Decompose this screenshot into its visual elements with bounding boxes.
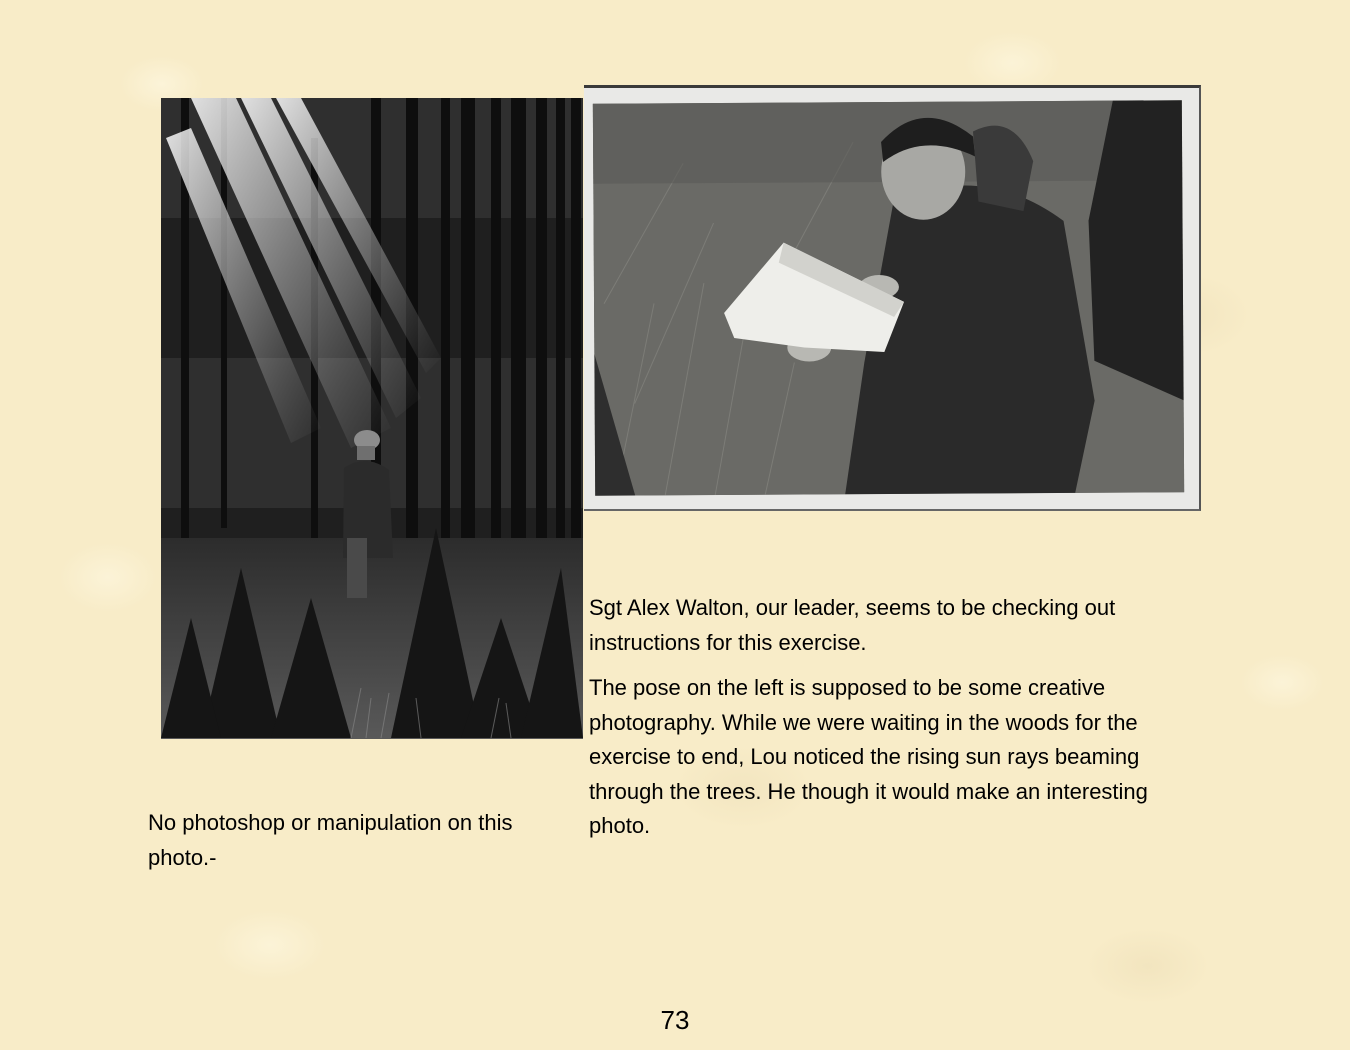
reading-photo-image bbox=[593, 100, 1184, 496]
caption-creative-photography: The pose on the left is supposed to be some creative photography. While we were waiting in the woods for the exercise to end, Lou noticed the rising sun rays beaming through the trees. He though it would make an interesting photo. bbox=[589, 675, 1148, 838]
reading-photo-graphic bbox=[593, 100, 1184, 496]
caption-no-photoshop: No photoshop or manipulation on this photo.- bbox=[148, 810, 513, 870]
left-caption-block bbox=[148, 806, 548, 875]
caption-sgt-walton: Sgt Alex Walton, our leader, seems to be checking out instructions for this exercise. bbox=[589, 595, 1116, 655]
forest-photo-graphic bbox=[161, 98, 583, 739]
forest-sun-rays-photo bbox=[161, 98, 583, 739]
right-caption-block bbox=[589, 591, 1209, 855]
page-number: 73 bbox=[660, 1005, 690, 1035]
sergeant-reading-photo bbox=[584, 85, 1201, 511]
